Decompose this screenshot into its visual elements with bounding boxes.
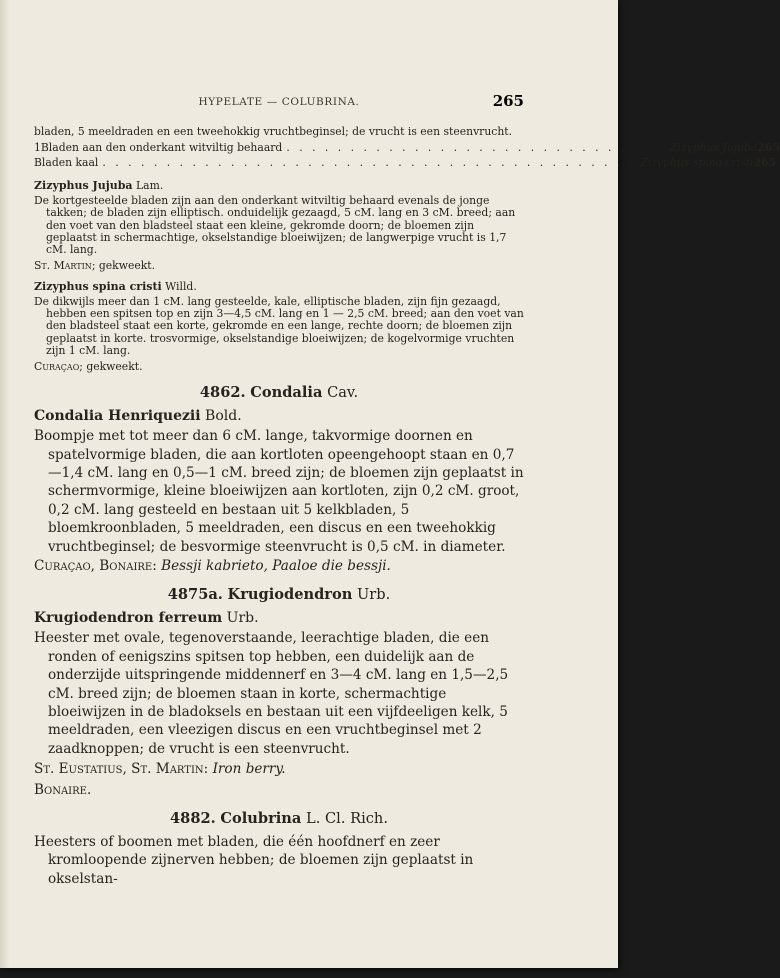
species-krugiodendron-locality-2: Bonaire. bbox=[34, 781, 92, 798]
key-number: 1 bbox=[34, 141, 41, 155]
genus-colubrina-heading bbox=[34, 809, 524, 829]
locality: Curaçao bbox=[34, 359, 80, 373]
page-number: 265 bbox=[492, 92, 524, 110]
running-head: HYPELATE — COLUBRINA. bbox=[198, 96, 360, 108]
vernacular-names: Iron berry. bbox=[212, 761, 286, 778]
species-condalia-description: Boompje met tot meer dan 6 cM. lange, takvormige doornen en spatelvormige bladen, die aan kortloten opeengehoopt staan en 0,7—1,4 cM. lang en 0,5—1 cM. breed zijn; de bloemen zijn geplaatst in schermvormige, kleine bloeiwijzen aan kortloten, zijn 0,2 cM. groot, 0,2 cM. lang gesteeld en bestaan uit 5 kelkbladen, 5 bloemkroonbladen, 5 meeldraden, een discus en een tweehokkig vruchtbeginsel; de besvormige steenvrucht is 0,5 cM. in diameter. bbox=[34, 428, 524, 555]
key-taxon: Zizyphus spina cristi bbox=[640, 156, 754, 170]
locality-note: ; gekweekt. bbox=[79, 359, 143, 373]
species-jujuba-heading bbox=[34, 180, 524, 192]
species-name: Zizyphus Jujuba bbox=[34, 179, 133, 193]
genus-krugiodendron-heading bbox=[34, 585, 524, 605]
page-gutter bbox=[0, 0, 10, 968]
key-leader-dots: . . . . . . . . . . . . . . . . . . . . . . . . . . . . . . bbox=[286, 141, 666, 155]
genus-colubrina-description: Heesters of boomen met bladen, die één hoofdnerf en zeer kromloopende zijnerven hebben; de bloemen zijn geplaatst in okselstan- bbox=[34, 834, 474, 887]
species-name: Condalia Henriquezii bbox=[34, 408, 201, 425]
key-intro-text: bladen, 5 meeldraden en een tweehokkig vruchtbeginsel; de vrucht is een steenvrucht. bbox=[34, 125, 513, 138]
species-condalia-locality bbox=[34, 557, 524, 575]
species-spina-heading bbox=[34, 281, 524, 293]
genus-number: 4875a. bbox=[167, 586, 223, 604]
page-body bbox=[34, 125, 780, 888]
species-name: Krugiodendron ferreum bbox=[34, 610, 223, 627]
genus-number: 4882. bbox=[170, 810, 216, 827]
genus-name: Condalia bbox=[250, 384, 323, 402]
species-jujuba-locality bbox=[34, 260, 524, 272]
species-author: Lam. bbox=[136, 179, 164, 193]
genus-author: L. Cl. Rich. bbox=[306, 810, 388, 827]
key-page-ref: 265 bbox=[757, 141, 780, 155]
key-label: Bladen aan den onderkant witviltig behaard bbox=[40, 141, 283, 155]
locality-separator: : bbox=[152, 557, 162, 574]
locality-note: ; gekweekt. bbox=[91, 258, 156, 272]
species-krugiodendron-description: Heester met ovale, tegenoverstaande, leerachtige bladen, die een ronden of eenigszins spitsen top hebben, een duidelijk aan de onderzijde uitspringende middennerf en 3—4 cM. lang en 1,5—2,5 cM. breed zijn; de bloemen staan in korte, schermachtige bloeiwijzen in de bladoksels en bestaan uit een vijfdeeligen kelk, 5 meeldraden, een vleezigen discus en een vruchtbeginsel met 2 zaadknoppen; de vrucht is een steenvrucht. bbox=[34, 630, 509, 757]
genus-name: Colubrina bbox=[220, 810, 302, 827]
species-name: Zizyphus spina cristi bbox=[34, 280, 162, 294]
vernacular-names: Bessji kabrieto, Paaloe die bessji. bbox=[161, 557, 391, 574]
species-condalia-heading bbox=[34, 407, 524, 425]
species-author: Bold. bbox=[205, 408, 242, 425]
species-author: Urb. bbox=[226, 610, 259, 627]
key-taxon: Zizyphus Jujuba bbox=[669, 141, 758, 155]
species-krugiodendron-heading bbox=[34, 609, 524, 627]
page-header bbox=[34, 92, 524, 112]
locality: St. Martin bbox=[34, 258, 92, 272]
genus-author: Cav. bbox=[327, 384, 359, 402]
locality: St. Eustatius, St. Martin bbox=[34, 761, 204, 778]
genus-name: Krugiodendron bbox=[227, 586, 353, 604]
locality-separator: : bbox=[203, 761, 213, 778]
species-jujuba-description: De kortgesteelde bladen zijn aan den onderkant witviltig behaard evenals de jonge takken; de bladen zijn elliptisch. onduidelijk gezaagd, 5 cM. lang en 3 cM. breed; aan den voet van den bladsteel staat een kleine, gekromde doorn; de bloemen zijn geplaatst in schermachtige, okselstandige bloeiwijzen; de langwerpige vrucht is 1,7 cM. lang. bbox=[34, 193, 516, 257]
species-krugiodendron-locality bbox=[34, 760, 524, 778]
species-author: Willd. bbox=[165, 280, 197, 294]
genus-author: Urb. bbox=[356, 586, 391, 604]
species-spina-description: De dikwijls meer dan 1 cM. lang gesteelde, kale, elliptische bladen, zijn fijn gezaagd, hebben een spitsen top en zijn 3—4,5 cM. lang en 1 — 2,5 cM. breed; aan den voet van den bladsteel staat een korte, gekromde en een lange, rechte doorn; de bloemen zijn geplaatst in korte. trosvormige, okselstandige bloeiwijzen; de kogelvormige vruchten zijn 1 cM. lang. bbox=[34, 294, 524, 358]
key-label: Bladen kaal bbox=[34, 156, 99, 170]
key-row-1 bbox=[34, 140, 780, 155]
key-page-ref: 265 bbox=[753, 156, 777, 170]
locality: Curaçao, Bonaire bbox=[34, 557, 153, 574]
key-leader-dots: . . . . . . . . . . . . . . . . . . . . . . . . . . . . . . . . . . . . . . . . . . bbox=[102, 156, 637, 170]
species-spina-locality bbox=[34, 361, 524, 373]
genus-number: 4862. bbox=[199, 384, 246, 402]
genus-condalia-heading bbox=[34, 383, 524, 403]
key-row-2 bbox=[34, 155, 777, 170]
